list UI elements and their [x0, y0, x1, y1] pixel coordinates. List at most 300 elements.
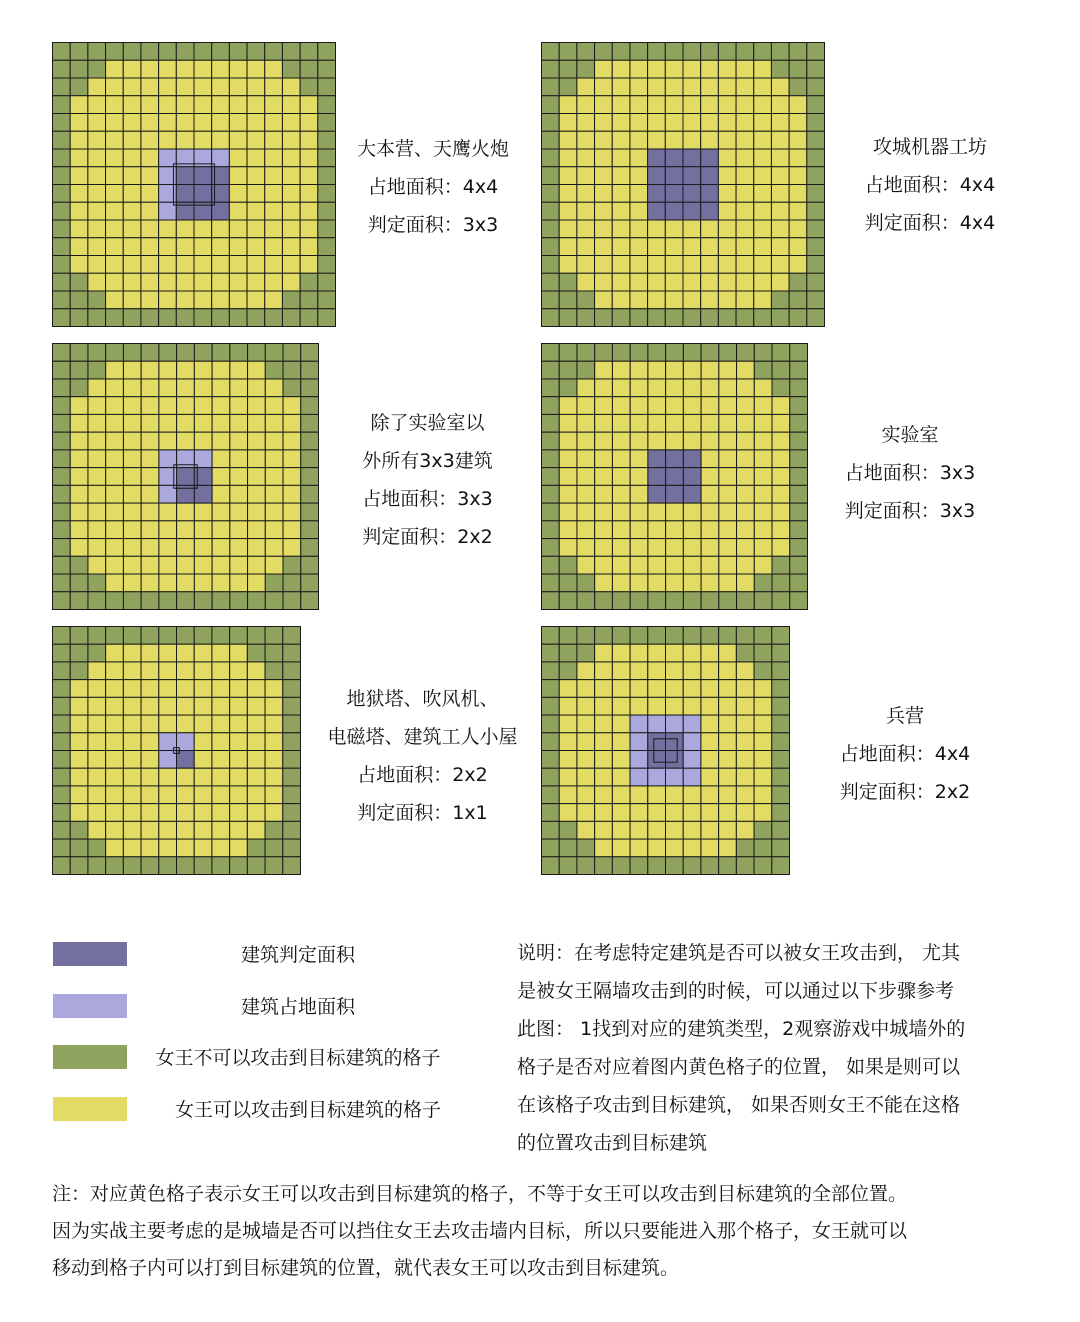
grid-cell [754, 697, 772, 715]
grid-cell [701, 78, 719, 96]
grid-cell [666, 733, 684, 751]
grid-cell [283, 592, 301, 610]
grid-cell [701, 202, 719, 220]
grid-cell [612, 432, 630, 450]
grid-cell [701, 768, 719, 786]
grid-cell [141, 503, 159, 521]
grid-cell [106, 238, 124, 256]
grid-cell [754, 361, 772, 379]
grid-cell [265, 273, 283, 291]
grid-cell [789, 238, 807, 256]
grid-cell [159, 662, 177, 680]
grid-cell [212, 468, 230, 486]
grid-cell [229, 309, 247, 327]
grid-cell [141, 733, 159, 751]
grid-cell [88, 96, 106, 114]
grid-cell [53, 114, 71, 132]
footnote-line: 因为实战主要考虑的是城墙是否可以挡住女王去攻击墙内目标，所以只要能进入那个格子，女王就可以 [52, 1220, 908, 1242]
grid-cell [807, 256, 825, 274]
grid-cell [318, 220, 336, 238]
grid-cell [229, 149, 247, 167]
grid-cell [737, 485, 755, 503]
grid-cell [666, 574, 684, 592]
grid-cell [577, 149, 595, 167]
grid-cell [283, 450, 301, 468]
grid-panel-3 [52, 343, 319, 610]
grid-cell [719, 804, 737, 822]
grid-cell [630, 220, 648, 238]
grid-cell [577, 857, 595, 875]
grid-cell [177, 715, 195, 733]
grid-cell [807, 43, 825, 61]
grid-cell [212, 344, 230, 362]
grid-cell [106, 751, 124, 769]
grid-cell [70, 592, 88, 610]
grid-cell [88, 644, 106, 662]
grid-cell [612, 397, 630, 415]
grid-cell [612, 256, 630, 274]
grid-cell [612, 697, 630, 715]
panel-6-hitbox: 判定面积：2x2 [839, 781, 971, 803]
grid-cell [577, 821, 595, 839]
grid-cell [283, 662, 301, 680]
grid-cell [701, 556, 719, 574]
grid-cell [665, 60, 683, 78]
grid-cell [212, 751, 230, 769]
grid-cell [230, 804, 248, 822]
grid-cell [106, 539, 124, 557]
grid-cell [123, 503, 141, 521]
grid-cell [159, 273, 177, 291]
grid-cell [248, 574, 266, 592]
grid-cell [577, 60, 595, 78]
grid-cell [123, 521, 141, 539]
grid-cell [789, 149, 807, 167]
grid-cell [300, 185, 318, 203]
grid-cell [282, 131, 300, 149]
grid-cell [648, 291, 666, 309]
grid-cell [282, 291, 300, 309]
grid-cell [789, 114, 807, 132]
grid-cell [772, 821, 790, 839]
grid-cell [141, 627, 159, 645]
panel-4-label [825, 416, 995, 530]
grid-cell [789, 273, 807, 291]
grid-cell [53, 273, 71, 291]
grid-cell [719, 857, 737, 875]
grid-cell [88, 43, 106, 61]
grid-cell [141, 273, 159, 291]
grid-cell [807, 185, 825, 203]
grid-cell [123, 149, 141, 167]
grid-cell [229, 114, 247, 132]
grid-cell [754, 220, 772, 238]
grid-cell [595, 131, 613, 149]
grid-cell [53, 43, 71, 61]
grid-cell [53, 715, 71, 733]
grid-cell [701, 149, 719, 167]
grid-cell [194, 697, 212, 715]
grid-cell [177, 857, 195, 875]
grid-cell [212, 521, 230, 539]
grid-cell [177, 839, 195, 857]
grid-cell [265, 131, 283, 149]
grid-cell [141, 662, 159, 680]
grid-cell [648, 485, 666, 503]
grid-cell [648, 220, 666, 238]
grid-cell [282, 220, 300, 238]
grid-cell [177, 574, 195, 592]
grid-cell [612, 78, 630, 96]
grid-cell [283, 344, 301, 362]
grid-cell [807, 96, 825, 114]
grid-cell [301, 450, 319, 468]
grid-cell [754, 680, 772, 698]
grid-cell [212, 309, 230, 327]
grid-cell [718, 309, 736, 327]
grid-cell [88, 256, 106, 274]
grid-cell [70, 680, 88, 698]
grid-cell [176, 273, 194, 291]
grid-cell [648, 273, 666, 291]
grid-cell [301, 414, 319, 432]
grid-cell [177, 503, 195, 521]
grid-cell [123, 839, 141, 857]
grid-cell [648, 804, 666, 822]
grid-cell [106, 414, 124, 432]
grid-cell [577, 256, 595, 274]
grid-cell [123, 662, 141, 680]
grid-cell [318, 96, 336, 114]
grid-cell [70, 414, 88, 432]
grid-cell [648, 256, 666, 274]
grid-cell [194, 185, 212, 203]
grid-cell [789, 60, 807, 78]
grid-cell [772, 733, 790, 751]
grid-cell [212, 539, 230, 557]
grid-cell [683, 592, 701, 610]
grid-cell [247, 715, 265, 733]
grid-cell [595, 751, 613, 769]
grid-cell [301, 485, 319, 503]
grid-cell [141, 521, 159, 539]
grid-cell [283, 857, 301, 875]
grid-cell [577, 680, 595, 698]
grid-cell [789, 220, 807, 238]
panel-5-title-line-1: 地狱塔、吹风机、 [346, 688, 499, 710]
grid-cell [300, 202, 318, 220]
grid-cell [612, 521, 630, 539]
grid-cell [577, 273, 595, 291]
grid-cell [737, 414, 755, 432]
grid-cell [701, 344, 719, 362]
grid-cell [612, 751, 630, 769]
grid-cell [577, 344, 595, 362]
grid-cell [736, 238, 754, 256]
grid-cell [718, 185, 736, 203]
grid-cell [88, 202, 106, 220]
grid-cell [318, 114, 336, 132]
grid-cell [177, 539, 195, 557]
grid-cell [542, 131, 560, 149]
grid-cell [177, 644, 195, 662]
grid-cell [53, 697, 71, 715]
grid-cell [754, 114, 772, 132]
grid-cell [88, 786, 106, 804]
grid-cell [683, 804, 701, 822]
grid-cell [666, 361, 684, 379]
grid-cell [542, 768, 560, 786]
grid-cell [106, 662, 124, 680]
grid-cell [123, 43, 141, 61]
grid-cell [53, 821, 71, 839]
grid-cell [53, 414, 71, 432]
grid-cell [247, 662, 265, 680]
grid-cell [88, 503, 106, 521]
grid-cell [683, 468, 701, 486]
grid-cell [53, 60, 71, 78]
grid-cell [771, 185, 789, 203]
grid-cell [212, 839, 230, 857]
grid-cell [719, 485, 737, 503]
grid-cell [807, 273, 825, 291]
grid-cell [212, 238, 230, 256]
grid-cell [283, 556, 301, 574]
grid-cell [648, 751, 666, 769]
grid-cell [630, 733, 648, 751]
grid-cell [194, 43, 212, 61]
grid-cell [665, 114, 683, 132]
grid-cell [123, 697, 141, 715]
grid-cell [630, 592, 648, 610]
grid-cell [754, 256, 772, 274]
grid-cell [754, 574, 772, 592]
grid-cell [88, 751, 106, 769]
grid-cell [683, 857, 701, 875]
grid-cell [283, 361, 301, 379]
grid-cell [265, 238, 283, 256]
legend-label-green: 女王不可以攻击到目标建筑的格子 [155, 1047, 441, 1069]
grid-cell [559, 256, 577, 274]
grid-cell [194, 786, 212, 804]
grid-cell [194, 167, 212, 185]
grid-cell [665, 309, 683, 327]
grid-cell [790, 592, 808, 610]
grid-cell [542, 521, 560, 539]
grid-cell [736, 43, 754, 61]
grid-cell [230, 397, 248, 415]
grid-cell [701, 450, 719, 468]
grid-cell [666, 485, 684, 503]
grid-cell [106, 149, 124, 167]
grid-cell [212, 450, 230, 468]
grid-cell [194, 768, 212, 786]
grid-cell [176, 291, 194, 309]
grid-cell [718, 131, 736, 149]
grid-cell [159, 521, 177, 539]
grid-cell [754, 185, 772, 203]
grid-cell [70, 114, 88, 132]
grid-cell [559, 592, 577, 610]
grid-cell [141, 857, 159, 875]
grid-cell [212, 220, 230, 238]
grid-cell [665, 167, 683, 185]
grid-cell [106, 43, 124, 61]
grid-cell [229, 185, 247, 203]
grid-cell [70, 220, 88, 238]
grid-cell [612, 131, 630, 149]
legend-label-yellow: 女王可以攻击到目标建筑的格子 [174, 1099, 441, 1121]
grid-cell [229, 238, 247, 256]
grid-cell [683, 131, 701, 149]
grid-cell [648, 149, 666, 167]
grid-cell [265, 43, 283, 61]
grid-cell [159, 592, 177, 610]
grid-cell [754, 202, 772, 220]
grid-cell [648, 768, 666, 786]
grid-cell [648, 592, 666, 610]
grid-cell [265, 733, 283, 751]
grid-cell [123, 468, 141, 486]
grid-cell [612, 574, 630, 592]
grid-cell [612, 291, 630, 309]
grid-cell [807, 131, 825, 149]
grid-cell [283, 715, 301, 733]
grid-cell [194, 273, 212, 291]
grid-cell [159, 644, 177, 662]
grid-cell [88, 78, 106, 96]
grid-cell [683, 450, 701, 468]
grid-cell [265, 450, 283, 468]
grid-cell [701, 733, 719, 751]
grid-cell [106, 397, 124, 415]
grid-cell [159, 697, 177, 715]
grid-cell [665, 96, 683, 114]
grid-cell [719, 397, 737, 415]
grid-cell [701, 167, 719, 185]
grid-cell [300, 309, 318, 327]
grid-cell [141, 768, 159, 786]
grid-cell [701, 680, 719, 698]
grid-cell [88, 167, 106, 185]
grid-cell [612, 539, 630, 557]
grid-cell [88, 821, 106, 839]
grid-cell [542, 96, 560, 114]
grid-cell [283, 804, 301, 822]
grid-cell [718, 291, 736, 309]
grid-cell [70, 627, 88, 645]
grid-cell [559, 344, 577, 362]
grid-cell [754, 662, 772, 680]
grid-cell [630, 291, 648, 309]
grid-cell [229, 291, 247, 309]
grid-cell [683, 397, 701, 415]
grid-cell [701, 786, 719, 804]
grid-cell [737, 397, 755, 415]
grid-cell [230, 644, 248, 662]
grid-cell [88, 574, 106, 592]
grid-cell [771, 309, 789, 327]
grid-cell [70, 574, 88, 592]
grid-cell [106, 503, 124, 521]
grid-cell [666, 786, 684, 804]
grid-cell [683, 96, 701, 114]
grid-cell [106, 627, 124, 645]
grid-cell [683, 556, 701, 574]
grid-cell [665, 256, 683, 274]
grid-cell [771, 43, 789, 61]
grid-cell [736, 662, 754, 680]
grid-cell [141, 468, 159, 486]
grid-cell [88, 839, 106, 857]
grid-cell [559, 185, 577, 203]
grid-cell [283, 733, 301, 751]
grid-cell [230, 733, 248, 751]
grid-cell [88, 662, 106, 680]
grid-cell [577, 379, 595, 397]
grid-cell [701, 821, 719, 839]
grid-cell [53, 344, 71, 362]
grid-cell [577, 291, 595, 309]
grid-cell [666, 751, 684, 769]
grid-cell [771, 291, 789, 309]
grid-cell [790, 556, 808, 574]
grid-cell [754, 821, 772, 839]
grid-cell [719, 768, 737, 786]
grid-cell [230, 414, 248, 432]
panel-6-title: 兵营 [885, 705, 924, 727]
grid-cell [123, 379, 141, 397]
grid-cell [719, 574, 737, 592]
grid-cell [265, 627, 283, 645]
grid-cell [737, 432, 755, 450]
grid-cell [666, 397, 684, 415]
grid-cell [754, 556, 772, 574]
grid-cell [612, 379, 630, 397]
grid-cell [595, 503, 613, 521]
grid-cell [559, 414, 577, 432]
grid-cell [612, 202, 630, 220]
grid-cell [53, 574, 71, 592]
grid-cell [719, 556, 737, 574]
grid-cell [559, 468, 577, 486]
grid-cell [683, 539, 701, 557]
grid-cell [754, 344, 772, 362]
grid-cell [612, 503, 630, 521]
grid-cell [595, 485, 613, 503]
grid-cell [159, 839, 177, 857]
grid-cell [176, 309, 194, 327]
grid-cell [230, 379, 248, 397]
description-line: 说明：在考虑特定建筑是否可以被女王攻击到， 尤其 [517, 942, 961, 964]
grid-cell [53, 185, 71, 203]
grid-cell [282, 78, 300, 96]
grid-cell [159, 238, 177, 256]
grid-cell [176, 238, 194, 256]
grid-cell [70, 238, 88, 256]
grid-cell [612, 238, 630, 256]
grid-cell [177, 361, 195, 379]
grid-cell [70, 768, 88, 786]
grid-cell [53, 503, 71, 521]
grid-cell [666, 839, 684, 857]
grid-cell [718, 149, 736, 167]
grid-cell [53, 361, 71, 379]
grid-cell [718, 167, 736, 185]
grid-cell [559, 432, 577, 450]
grid-cell [595, 256, 613, 274]
grid-cell [719, 450, 737, 468]
